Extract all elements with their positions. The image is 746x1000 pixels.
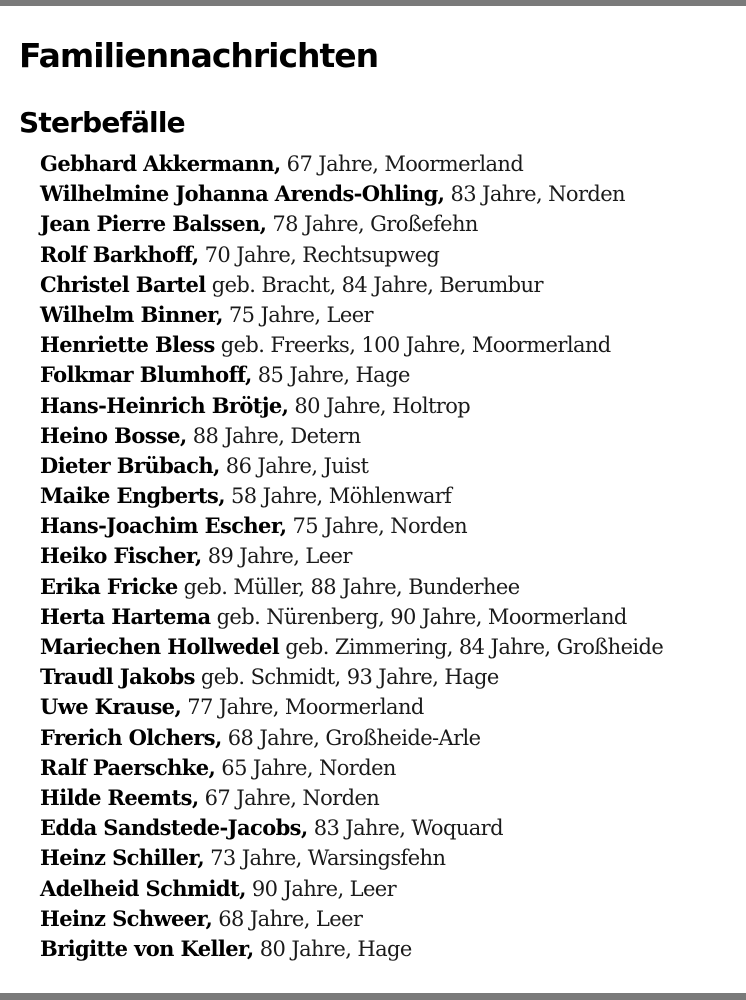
entry-details: 58 Jahre, Möhlenwarf [224, 484, 452, 509]
entry-name: Folkmar Blumhoff, [40, 362, 252, 388]
obituary-entry [40, 602, 740, 632]
obituary-entry [40, 451, 740, 481]
obituary-entry [40, 541, 740, 571]
entry-name: Mariechen Hollwedel [40, 634, 280, 659]
entry-name: Hans-Heinrich Brötje, [40, 392, 289, 418]
entry-details: 80 Jahre, Hage [253, 936, 412, 961]
entry-name: Wilhelm Binner, [40, 301, 223, 327]
obituary-entry [40, 149, 740, 179]
entry-name: Traudl Jakobs [40, 664, 195, 690]
obituary-entry [40, 300, 740, 330]
entry-name: Rolf Barkhoff, [40, 241, 199, 267]
entry-name: Edda Sandstede-Jacobs, [40, 815, 308, 841]
entry-name: Frerich Olchers, [40, 724, 222, 750]
entry-details: 67 Jahre, Norden [198, 785, 380, 810]
obituary-entry [40, 753, 740, 783]
section-heading: Sterbefälle [19, 106, 185, 139]
entry-details: 83 Jahre, Norden [444, 182, 625, 207]
entry-name: Ralf Paerschke, [40, 754, 216, 780]
top-rule [0, 0, 746, 6]
obituary-entry [40, 360, 740, 390]
obituary-entry [40, 843, 740, 873]
entry-name: Henriette Bless [40, 332, 215, 358]
entry-details: 75 Jahre, Norden [286, 514, 468, 539]
obituary-entry [40, 783, 740, 813]
obituary-entry [40, 723, 740, 753]
entry-details: 88 Jahre, Detern [186, 423, 361, 448]
entry-details: 78 Jahre, Großefehn [266, 212, 478, 237]
entry-details: geb. Nürenberg, 90 Jahre, Moormerland [210, 604, 627, 629]
obituary-entry [40, 179, 740, 209]
obituary-entry [40, 572, 740, 602]
entry-details: 89 Jahre, Leer [201, 544, 352, 569]
obituary-entry [40, 330, 740, 360]
entry-name: Heiko Fischer, [40, 543, 202, 569]
obituary-entry [40, 481, 740, 511]
entry-name: Herta Hartema [40, 603, 211, 629]
entry-name: Heinz Schweer, [40, 905, 213, 931]
obituary-list [40, 149, 740, 964]
obituary-entry [40, 421, 740, 451]
entry-details: geb. Freerks, 100 Jahre, Moormerland [214, 333, 611, 358]
entry-details: geb. Müller, 88 Jahre, Bunderhee [177, 574, 520, 599]
obituary-entry [40, 391, 740, 421]
entry-name: Hilde Reemts, [40, 784, 199, 810]
entry-details: 68 Jahre, Leer [212, 906, 363, 931]
entry-name: Dieter Brübach, [40, 452, 220, 478]
entry-details: geb. Bracht, 84 Jahre, Berumbur [205, 272, 543, 297]
obituary-entry [40, 632, 740, 662]
entry-name: Adelheid Schmidt, [40, 875, 246, 901]
obituary-entry [40, 692, 740, 722]
page-title: Familiennachrichten [19, 36, 379, 75]
obituary-entry [40, 904, 740, 934]
obituary-entry [40, 874, 740, 904]
entry-details: 68 Jahre, Großheide-Arle [221, 725, 481, 750]
obituary-entry [40, 511, 740, 541]
entry-details: geb. Schmidt, 93 Jahre, Hage [194, 665, 499, 690]
obituary-entry [40, 270, 740, 300]
obituary-entry [40, 813, 740, 843]
bottom-rule [0, 993, 746, 1000]
entry-name: Uwe Krause, [40, 694, 182, 720]
entry-details: 75 Jahre, Leer [222, 302, 373, 327]
obituary-entry [40, 934, 740, 964]
entry-details: 83 Jahre, Woquard [307, 816, 503, 841]
obituary-entry [40, 662, 740, 692]
entry-name: Maike Engberts, [40, 483, 225, 509]
entry-details: 73 Jahre, Warsingsfehn [204, 846, 446, 871]
entry-name: Erika Fricke [40, 573, 178, 599]
entry-details: 86 Jahre, Juist [219, 453, 369, 478]
entry-details: 67 Jahre, Moormerland [280, 152, 524, 176]
obituary-entry [40, 209, 740, 239]
entry-name: Christel Bartel [40, 271, 206, 297]
entry-name: Wilhelmine Johanna Arends-Ohling, [40, 181, 445, 207]
entry-details: 70 Jahre, Rechtsupweg [198, 242, 440, 267]
entry-details: 65 Jahre, Norden [215, 755, 396, 780]
entry-details: geb. Zimmering, 84 Jahre, Großheide [279, 635, 664, 659]
entry-details: 85 Jahre, Hage [251, 363, 410, 388]
entry-name: Heino Bosse, [40, 422, 187, 448]
entry-name: Gebhard Akkermann, [40, 151, 281, 176]
entry-details: 80 Jahre, Holtrop [288, 393, 471, 418]
entry-details: 90 Jahre, Leer [245, 876, 397, 901]
entry-name: Brigitte von Keller, [40, 935, 254, 961]
entry-name: Hans-Joachim Escher, [40, 513, 287, 539]
entry-details: 77 Jahre, Moormerland [181, 695, 424, 720]
obituary-entry [40, 240, 740, 270]
entry-name: Heinz Schiller, [40, 845, 205, 871]
entry-name: Jean Pierre Balssen, [40, 211, 267, 237]
